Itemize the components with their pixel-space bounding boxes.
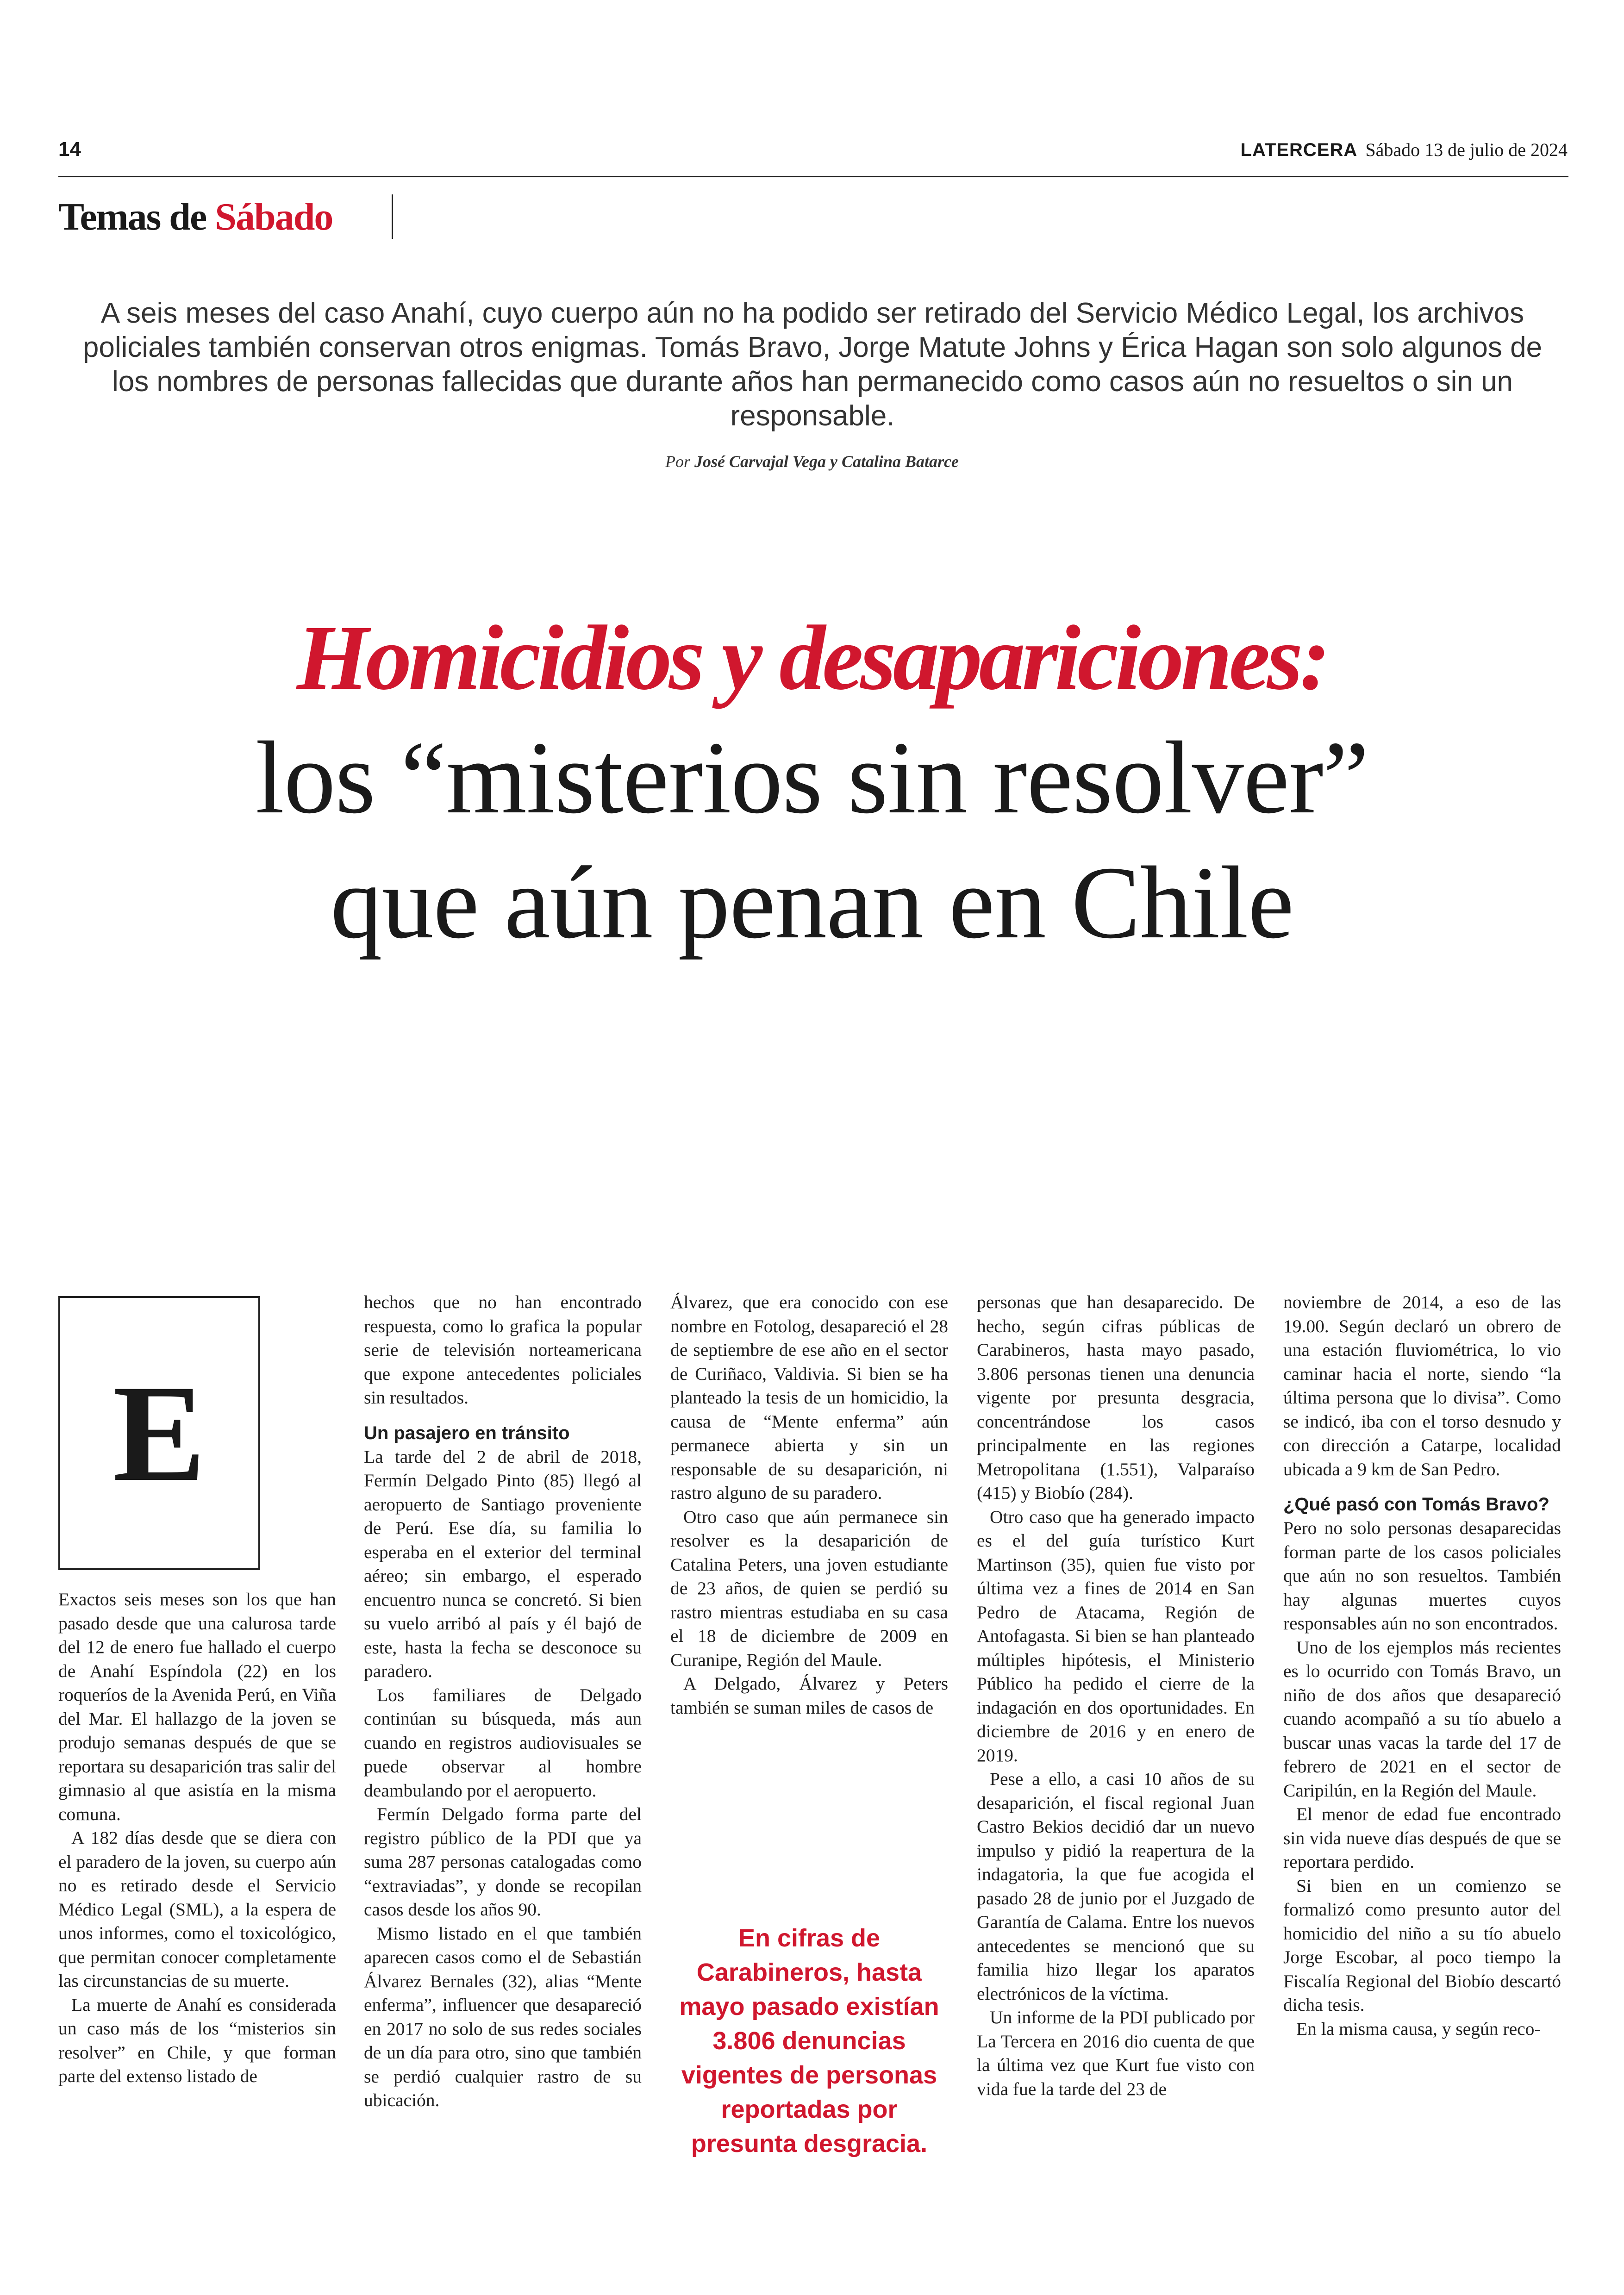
- paragraph: noviembre de 2014, a eso de las 19.00. Según declaró un obrero de una estación fluviométrica, lo vio caminar hacia el norte, siendo “la última persona que lo divisa”. Como se indicó, iba con el torso desnudo y con dirección a Catarpe, localidad ubicada a 9 km de San Pedro.: [1283, 1292, 1561, 1479]
- section-divider: [392, 194, 393, 239]
- paragraph: Un informe de la PDI publicado por La Tercera en 2016 dio cuenta de que la última vez que Kurt fue visto con vida fue la tarde del 23 de: [977, 2007, 1255, 2099]
- paragraph: La tarde del 2 de abril de 2018, Fermín Delgado Pinto (85) llegó al aeropuerto de Santiago proveniente de Perú. Ese día, su familia lo esperaba en el exterior del terminal aéreo; sin embargo, el esperado encuentro nunca se concretó. Si bien su vuelo arribó al país y él bajó de este, hasta la fecha se desconoce su paradero.: [364, 1446, 642, 1681]
- paragraph: personas que han desaparecido. De hecho, según cifras públicas de Carabineros, hasta mayo pasado, 3.806 personas tienen una denuncia vigente por presunta desgracia, concentrándose los casos principalmente en las regiones Metropolitana (1.551), Valparaíso (415) y Biobío (284).: [977, 1292, 1255, 1503]
- section-prefix: Temas de: [58, 195, 215, 238]
- byline-prefix: Por: [665, 452, 694, 471]
- paragraph: La muerte de Anahí es considerada un caso más de los “misterios sin resolver” en Chile, y que forman parte del extenso listado de: [58, 1994, 336, 2086]
- paragraph: Pero no solo personas desaparecidas forman parte de los casos policiales que aún no son resueltos. También hay algunas muertes cuyos responsables aún no son encontrados.: [1283, 1518, 1561, 1634]
- headline-line-2: que aún penan en Chile: [330, 845, 1294, 960]
- paragraph: A 182 días desde que se diera con el paradero de la joven, su cuerpo aún no es retirado desde el Servicio Médico Legal (SML), a la espera de unos informes, como el toxicológico, que permitan conocer completamente las circunstancias de su muerte.: [58, 1827, 336, 1991]
- byline: [0, 452, 1624, 471]
- page-number: 14: [58, 138, 81, 161]
- paragraph: Los familiares de Delgado continúan su búsqueda, más aun cuando en registros audiovisuales se puede observar al hombre deambulando por el aeropuerto.: [364, 1684, 642, 1801]
- masthead: [1241, 139, 1568, 161]
- section-accent: Sábado: [215, 195, 333, 238]
- header-rule: [58, 176, 1568, 177]
- subheading-pasajero: Un pasajero en tránsito: [364, 1422, 570, 1443]
- paragraph: Fermín Delgado forma parte del registro público de la PDI que ya suma 287 personas catalogadas como “extraviadas”, y donde se recopilan casos desde los años 90.: [364, 1804, 642, 1920]
- article-column-5: [1283, 1291, 1561, 2041]
- paragraph: Mismo listado en el que también aparecen casos como el de Sebastián Álvarez Bernales (32), alias “Mente enferma”, influencer que desapareció en 2017 no solo de sus redes sociales de un día para otro, sino que también se perdió cualquier rastro de su ubicación.: [364, 1923, 642, 2110]
- article-column-3: [670, 1291, 948, 1720]
- paragraph: Uno de los ejemplos más recientes es lo ocurrido con Tomás Bravo, un niño de dos años que desapareció cuando acompañó a su tío abuelo a buscar unas vacas la tarde del 17 de febrero de 2021 en el sector de Caripilún, en la Región del Maule.: [1283, 1637, 1561, 1801]
- paragraph: Álvarez, que era conocido con ese nombre en Fotolog, desapareció el 28 de septiembre de ese año en el sector de Curiñaco, Valdivia. Si bien se ha planteado la tesis de un homicidio, la causa de “Mente enferma” aún permanece abierta y sin un responsable de su desaparición, ni rastro alguno de su paradero.: [670, 1292, 948, 1503]
- paragraph: El menor de edad fue encontrado sin vida nueve días después de que se reportara perdido.: [1283, 1804, 1561, 1872]
- article-column-2: [364, 1291, 642, 2113]
- paragraph: A Delgado, Álvarez y Peters también se suman miles de casos de: [670, 1673, 948, 1718]
- article-column-1: [58, 1588, 336, 2089]
- byline-authors: José Carvajal Vega y Catalina Batarce: [694, 452, 959, 471]
- paragraph: hechos que no han encontrado respuesta, como lo grafica la popular serie de televisión norteamericana que expone antecedentes policiales sin resultados.: [364, 1292, 642, 1408]
- headline-kicker: Homicidios y desapariciones:: [297, 607, 1327, 709]
- paragraph: Otro caso que aún permanece sin resolver es la desaparición de Catalina Peters, una joven estudiante de 23 años, de quien se perdió su rastro mientras estudiaba en su casa el 18 de diciembre de 2009 en Curanipe, Región del Maule.: [670, 1506, 948, 1670]
- article-column-4: [977, 1291, 1255, 2101]
- section-title: [58, 194, 332, 239]
- paragraph: Otro caso que ha generado impacto es el del guía turístico Kurt Martinson (35), quien fue visto por última vez a fines de 2014 en San Pedro de Atacama, Región de Antofagasta. Si bien se han planteado múltiples hipótesis, el Ministerio Público ha pedido el cierre de la indagación en dos oportunidades. En diciembre de 2016 y en enero de 2019.: [977, 1506, 1255, 1765]
- lede: A seis meses del caso Anahí, cuyo cuerpo aún no ha podido ser retirado del Servicio Médico Legal, los archivos policiales también conservan otros enigmas. Tomás Bravo, Jorge Matute Johns y Érica Hagan son solo algunos de los nombres de personas fallecidas que durante años han permanecido como casos aún no resueltos o sin un responsable.: [82, 297, 1543, 432]
- subheading-tomas-bravo: ¿Qué pasó con Tomás Bravo?: [1283, 1494, 1549, 1515]
- headline-line-1: los “misterios sin resolver”: [255, 720, 1369, 835]
- dropcap-letter: E: [112, 1356, 206, 1510]
- brand-name: LATERCERA: [1240, 140, 1358, 160]
- paragraph: Si bien en un comienzo se formalizó como presunto autor del homicidio del niño a su tío abuelo Jorge Escobar, al poco tiempo la Fiscalía Regional del Biobío descartó dicha tesis.: [1283, 1875, 1561, 2015]
- issue-date: Sábado 13 de julio de 2024: [1365, 139, 1568, 160]
- paragraph: En la misma causa, y según reco-: [1296, 2018, 1541, 2039]
- paragraph: Exactos seis meses son los que han pasado desde que una calurosa tarde del 12 de enero fue hallado el cuerpo de Anahí Espíndola (22) en los roqueríos de la Avenida Perú, en Viña del Mar. El hallazgo de la joven se produjo semanas después de que se reportara su desaparición tras salir del gimnasio al que asistía en la misma comuna.: [58, 1589, 336, 1824]
- pull-quote: En cifras de Carabineros, hasta mayo pasado existían 3.806 denuncias vigentes de personas reportadas por presunta desgracia.: [679, 1924, 939, 2158]
- paragraph: Pese a ello, a casi 10 años de su desaparición, el fiscal regional Juan Castro Bekios decidió dar un nuevo impulso y pidió la reapertura de la indagatoria, la que fue acogida el pasado 28 de junio por el Juzgado de Garantía de Calama. Entre los nuevos antecedentes se mencionó que su familia hizo llegar los aparatos electrónicos de la víctima.: [977, 1769, 1255, 2004]
